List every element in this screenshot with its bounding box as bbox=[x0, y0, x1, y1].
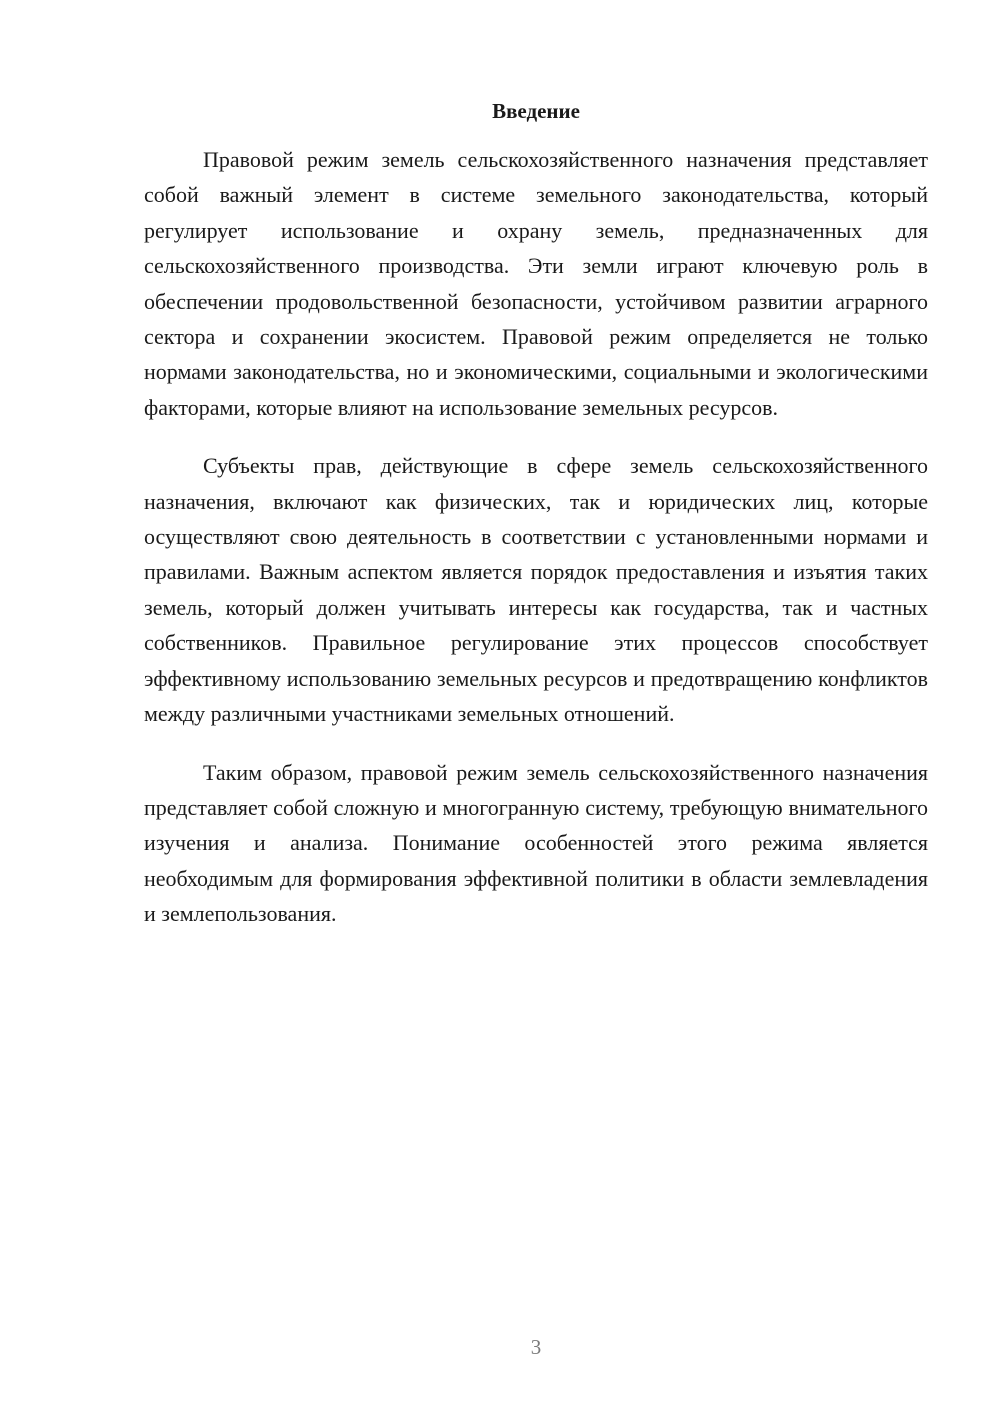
page-number: 3 bbox=[530, 1335, 542, 1359]
paragraph-1: Правовой режим земель сельскохозяйственного назначения представляет собой важный элемент в системе земельного законодательства, который регулирует использование и охрану земель, предназначенных для сельскохозяйственного производства. Эти земли играют ключевую роль в обеспечении продовольственной безопасности, устойчивом развитии аграрного сектора и сохранении экосистем. Правовой режим определяется не только нормами законодательства, но и экономическими, социальными и экологическими факторами, которые влияют на использование земельных ресурсов. bbox=[144, 147, 928, 420]
page-title: Введение bbox=[492, 99, 580, 123]
document-body bbox=[144, 142, 928, 955]
paragraph-3: Таким образом, правовой режим земель сельскохозяйственного назначения представляет собой сложную и многогранную систему, требующую внимательного изучения и анализа. Понимание особенностей этого режима является необходимым для формирования эффективной политики в области землевладения и землепользования. bbox=[144, 759, 928, 927]
paragraph-2: Субъекты прав, действующие в сфере земель сельскохозяйственного назначения, включают как физических, так и юридических лиц, которые осуществляют свою деятельность в соответствии с установленными нормами и правилами. Важным аспектом является порядок предоставления и изъятия таких земель, который должен учитывать интересы как государства, так и частных собственников. Правильное регулирование этих процессов способствует эффективному использованию земельных ресурсов и предотвращению конфликтов между различными участниками земельных отношений. bbox=[144, 453, 928, 727]
